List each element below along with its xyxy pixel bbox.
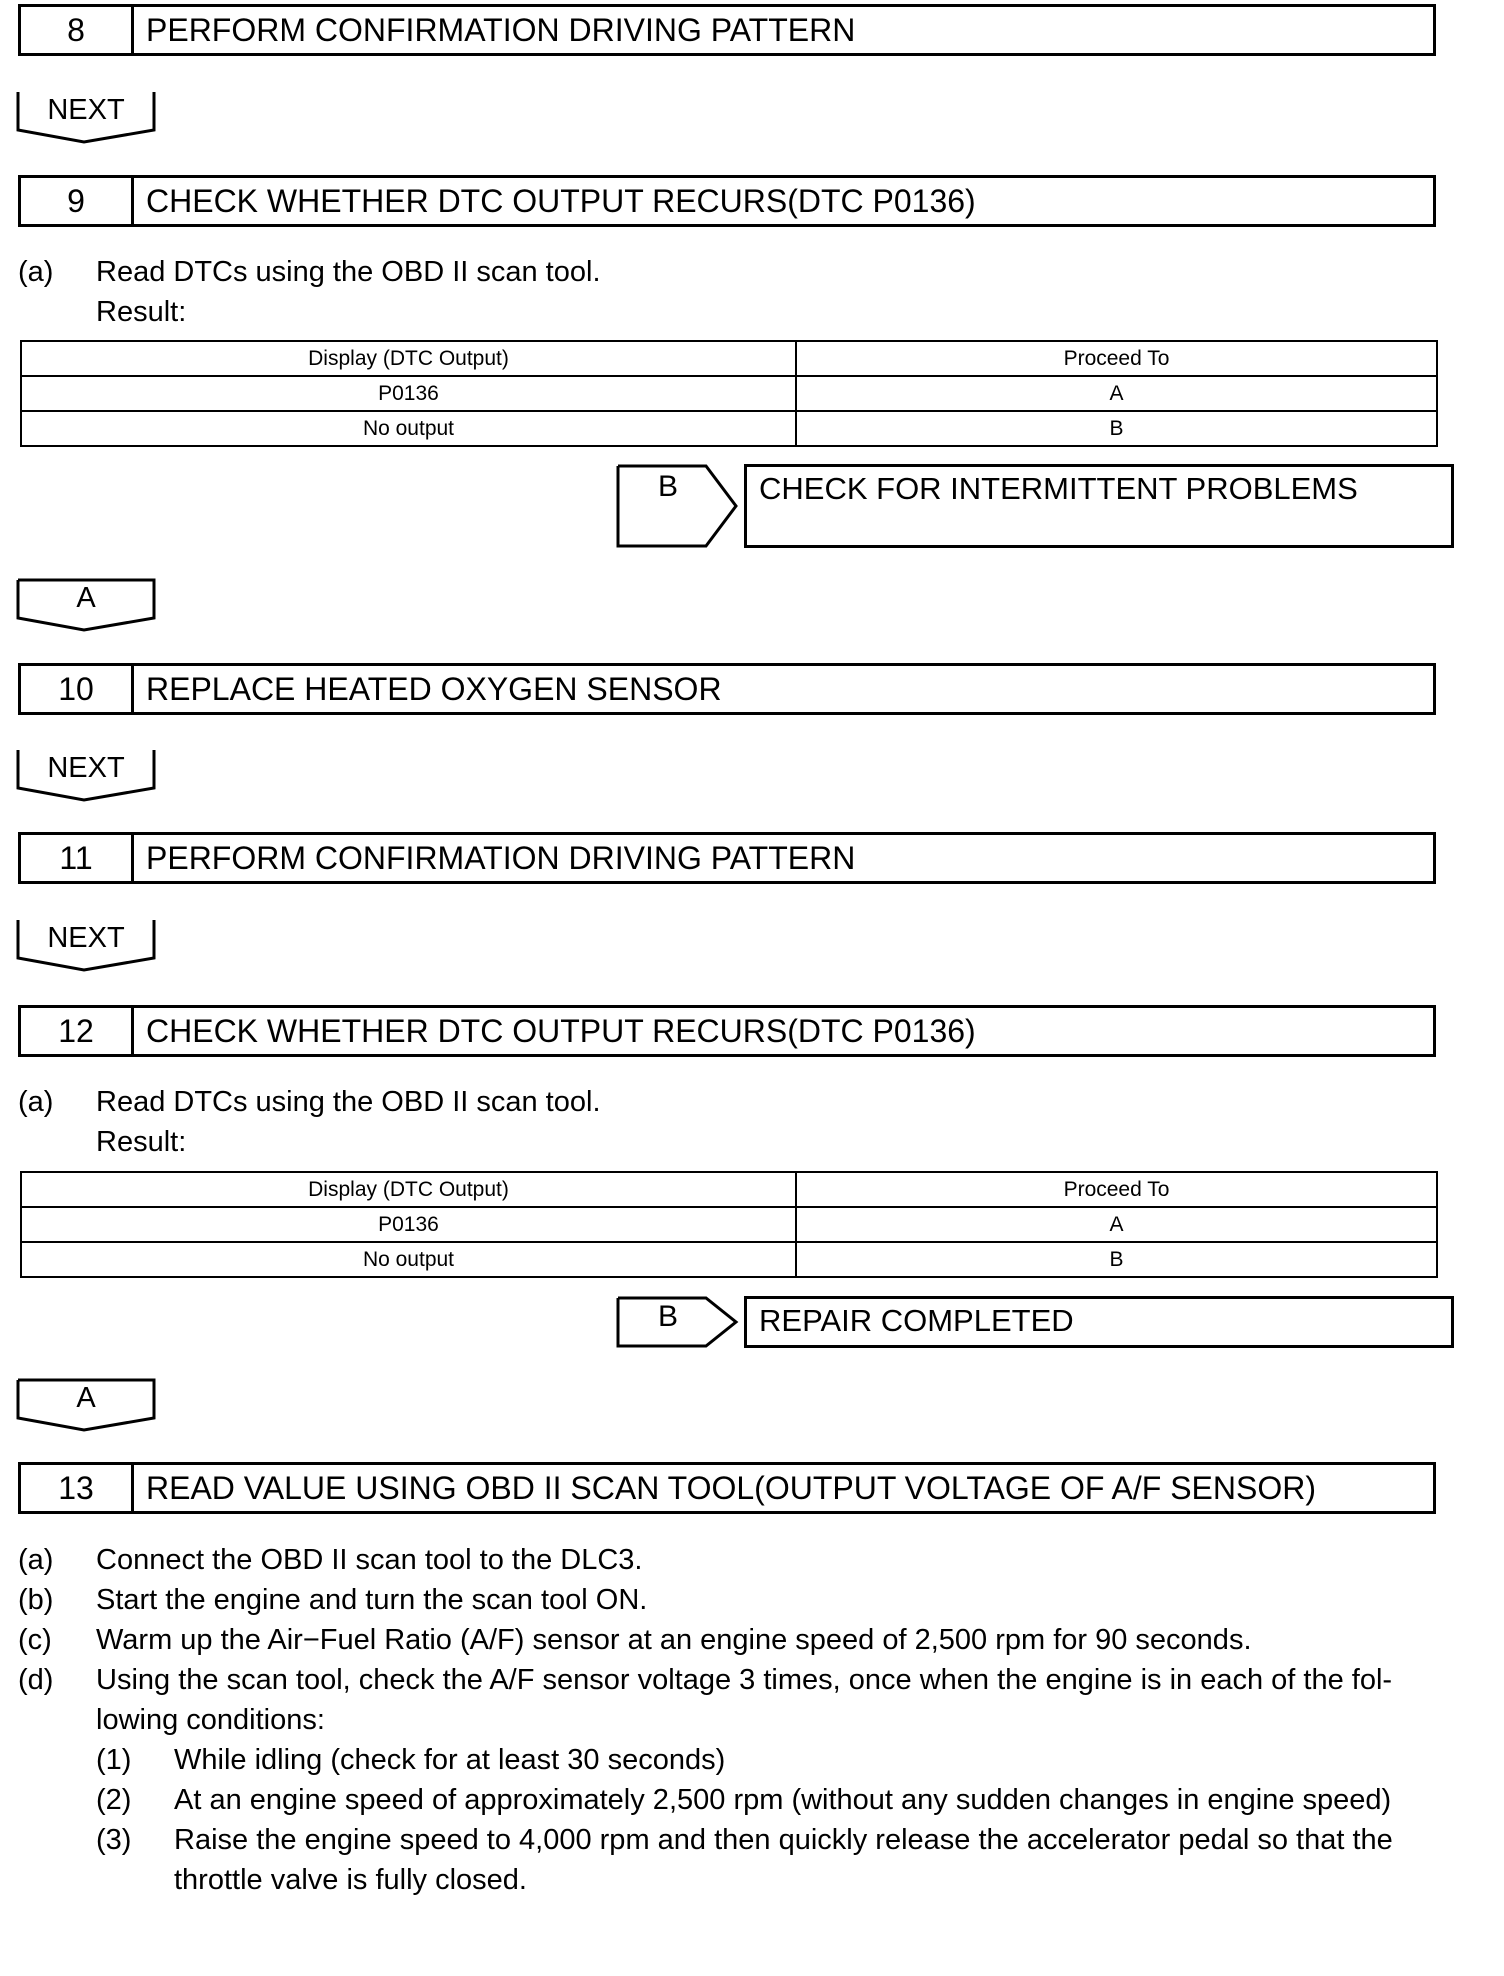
item-label: (d) — [18, 1664, 54, 1696]
step-13-subitem-1 — [96, 1740, 1458, 1780]
result-label: Result: — [96, 296, 187, 328]
step-9-header — [18, 175, 1436, 227]
item-text: Connect the OBD II scan tool to the DLC3. — [96, 1544, 643, 1576]
step-number: 12 — [21, 1008, 134, 1054]
subitem-text: While idling (check for at least 30 seconds) — [174, 1744, 726, 1776]
branch-label: B — [658, 470, 679, 503]
result-table-step-9 — [20, 340, 1438, 447]
table-header: Proceed To — [796, 341, 1437, 376]
a-label: A — [76, 1382, 96, 1414]
branch-b-step-12 — [616, 1296, 1456, 1348]
branch-action: CHECK FOR INTERMITTENT PROBLEMS — [744, 464, 1454, 548]
table-cell: No output — [21, 1242, 796, 1277]
subitem-text-line-1: Raise the engine speed to 4,000 rpm and then quickly release the accelerator pedal so that the — [174, 1824, 1393, 1856]
item-text: Read DTCs using the OBD II scan tool. — [96, 1086, 601, 1118]
subitem-label: (1) — [96, 1744, 132, 1776]
step-8-header — [18, 4, 1436, 56]
item-label: (c) — [18, 1624, 52, 1656]
item-label: (a) — [18, 256, 54, 288]
a-arrow-2 — [16, 1378, 156, 1438]
table-cell: P0136 — [21, 376, 796, 411]
step-title: REPLACE HEATED OXYGEN SENSOR — [146, 670, 722, 707]
step-13-item-a — [18, 1540, 1458, 1580]
step-11-header — [18, 832, 1436, 884]
next-arrow-1 — [16, 90, 156, 150]
step-13-item-c — [18, 1620, 1458, 1660]
result-label: Result: — [96, 1126, 187, 1158]
step-number: 11 — [21, 835, 134, 881]
table-cell: A — [796, 376, 1437, 411]
table-header-row — [21, 341, 1437, 376]
table-header: Display (DTC Output) — [21, 1172, 796, 1207]
branch-b-step-9 — [616, 464, 1456, 548]
table-row — [21, 1242, 1437, 1277]
next-arrow-2 — [16, 748, 156, 808]
step-12-header — [18, 1005, 1436, 1057]
branch-action: REPAIR COMPLETED — [744, 1296, 1454, 1348]
branch-label: B — [658, 1300, 679, 1333]
step-title: READ VALUE USING OBD II SCAN TOOL(OUTPUT VOLTAGE OF A/F SENSOR) — [146, 1469, 1316, 1506]
step-10-header — [18, 663, 1436, 715]
table-row — [21, 376, 1437, 411]
item-text: Warm up the Air−Fuel Ratio (A/F) sensor at an engine speed of 2,500 rpm for 90 seconds. — [96, 1624, 1252, 1656]
table-header-row — [21, 1172, 1437, 1207]
table-header: Display (DTC Output) — [21, 341, 796, 376]
table-cell: No output — [21, 411, 796, 446]
step-13-item-b — [18, 1580, 1458, 1620]
table-cell: A — [796, 1207, 1437, 1242]
next-label: NEXT — [47, 922, 125, 954]
next-arrow-3 — [16, 918, 156, 978]
step-13-subitem-3 — [96, 1820, 1458, 1900]
item-text-line-2: lowing conditions: — [96, 1704, 325, 1736]
step-12-item-a — [18, 1082, 1438, 1122]
step-number: 13 — [21, 1465, 134, 1511]
step-number: 10 — [21, 666, 134, 712]
item-label: (b) — [18, 1584, 54, 1616]
table-row — [21, 411, 1437, 446]
a-label: A — [76, 582, 96, 614]
next-label: NEXT — [47, 94, 125, 126]
item-label: (a) — [18, 1544, 54, 1576]
right-arrow-tag-icon — [616, 464, 746, 548]
item-text: Read DTCs using the OBD II scan tool. — [96, 256, 601, 288]
table-row — [21, 1207, 1437, 1242]
a-arrow-1 — [16, 578, 156, 638]
step-9-item-a — [18, 252, 1438, 292]
step-number: 9 — [21, 178, 134, 224]
subitem-label: (3) — [96, 1824, 132, 1856]
item-text-line-1: Using the scan tool, check the A/F sensor voltage 3 times, once when the engine is in each of the fol- — [96, 1664, 1393, 1696]
step-number: 8 — [21, 7, 134, 53]
step-13-item-d — [18, 1660, 1458, 1740]
next-label: NEXT — [47, 752, 125, 784]
table-header: Proceed To — [796, 1172, 1437, 1207]
table-cell: B — [796, 411, 1437, 446]
subitem-label: (2) — [96, 1784, 132, 1816]
item-label: (a) — [18, 1086, 54, 1118]
subitem-text-line-2: throttle valve is fully closed. — [174, 1864, 527, 1896]
right-arrow-tag-icon — [616, 1296, 746, 1348]
step-13-subitem-2 — [96, 1780, 1458, 1820]
item-text: Start the engine and turn the scan tool ON. — [96, 1584, 648, 1616]
step-title: PERFORM CONFIRMATION DRIVING PATTERN — [146, 839, 856, 876]
step-13-header — [18, 1462, 1436, 1514]
step-title: CHECK WHETHER DTC OUTPUT RECURS(DTC P0136) — [146, 182, 976, 219]
subitem-text: At an engine speed of approximately 2,500 rpm (without any sudden changes in engine speed) — [174, 1784, 1392, 1816]
result-table-step-12 — [20, 1171, 1438, 1278]
step-title: PERFORM CONFIRMATION DRIVING PATTERN — [146, 11, 856, 48]
step-title: CHECK WHETHER DTC OUTPUT RECURS(DTC P0136) — [146, 1012, 976, 1049]
table-cell: B — [796, 1242, 1437, 1277]
table-cell: P0136 — [21, 1207, 796, 1242]
